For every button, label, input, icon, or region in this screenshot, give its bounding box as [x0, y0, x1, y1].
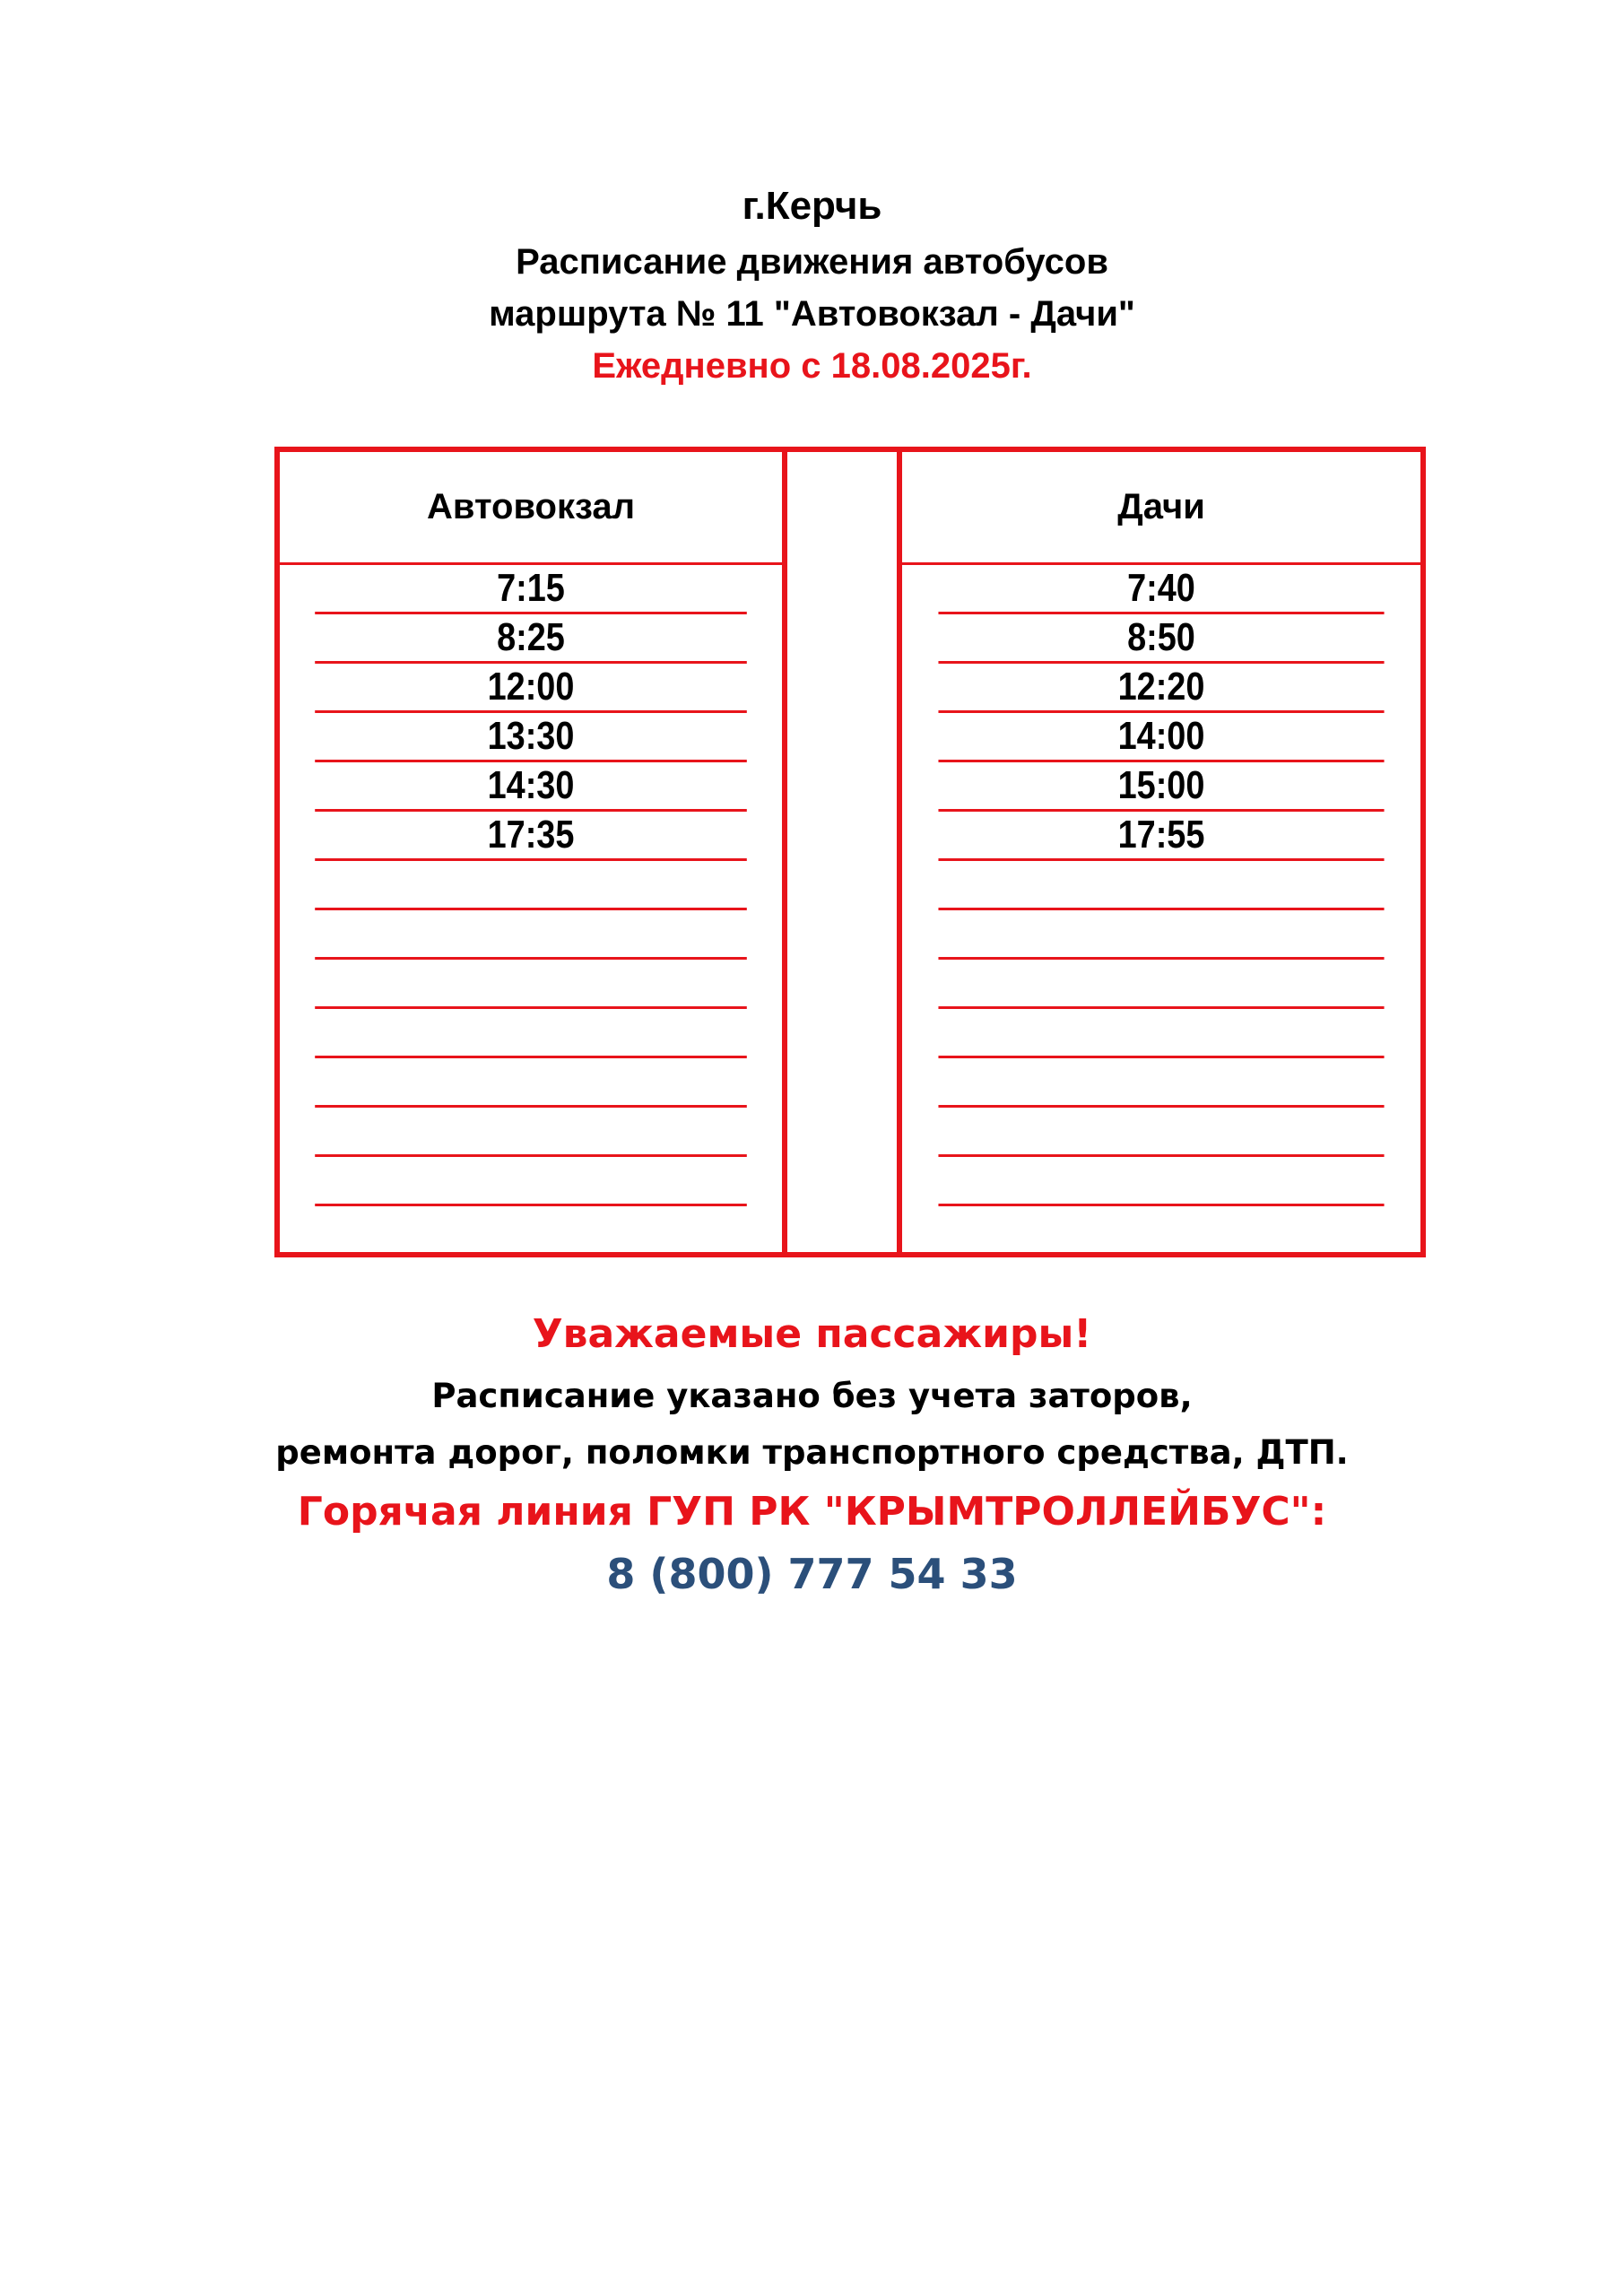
time-cell: 8:50	[938, 614, 1384, 664]
time-cell	[938, 1058, 1384, 1108]
column-avtovokzal	[280, 452, 782, 1252]
time-cell: 8:25	[315, 614, 747, 664]
column-header-avtovokzal: Автовокзал	[280, 452, 782, 565]
time-cell	[938, 1108, 1384, 1157]
notice-text: Расписание указано без учета заторов,	[431, 1377, 1193, 1415]
time-cell: 7:15	[315, 565, 747, 614]
time-cell: 14:30	[315, 762, 747, 812]
time-cell: 14:00	[938, 713, 1384, 762]
time-cell	[315, 1206, 747, 1256]
time-cell: 17:55	[938, 812, 1384, 861]
time-cell: 13:30	[315, 713, 747, 762]
time-cell	[315, 910, 747, 960]
time-cell	[938, 1206, 1384, 1256]
time-cell	[938, 1157, 1384, 1206]
time-cell	[938, 910, 1384, 960]
time-cell	[315, 1058, 747, 1108]
hotline-label: Горячая линия ГУП РК "КРЫМТРОЛЛЕЙБУС":	[297, 1489, 1327, 1535]
time-cell: 12:00	[315, 664, 747, 713]
time-cell	[938, 1009, 1384, 1058]
column-divider	[782, 452, 787, 1252]
time-cell: 12:20	[938, 664, 1384, 713]
route-title: маршрута № 11 "Автовокзал - Дачи"	[489, 294, 1135, 334]
notice-text: ремонта дорог, поломки транспортного средства, ДТП.	[275, 1433, 1349, 1472]
hotline-phone: 8 (800) 777 54 33	[606, 1550, 1018, 1598]
time-cell	[315, 861, 747, 910]
time-cell: 7:40	[938, 565, 1384, 614]
time-cell	[315, 960, 747, 1009]
time-cell	[938, 861, 1384, 910]
schedule-table	[274, 447, 1426, 1257]
column-dachi	[902, 452, 1420, 1252]
schedule-subtitle: Расписание движения автобусов	[516, 242, 1108, 282]
time-cell: 17:35	[315, 812, 747, 861]
effective-date: Ежедневно с 18.08.2025г.	[592, 346, 1032, 386]
time-cell	[938, 960, 1384, 1009]
time-cell	[315, 1108, 747, 1157]
time-cell	[315, 1009, 747, 1058]
column-header-dachi: Дачи	[902, 452, 1420, 565]
city-title: г.Керчь	[742, 184, 882, 228]
notice-title: Уважаемые пассажиры!	[532, 1311, 1092, 1357]
time-cell: 15:00	[938, 762, 1384, 812]
time-cell	[315, 1157, 747, 1206]
